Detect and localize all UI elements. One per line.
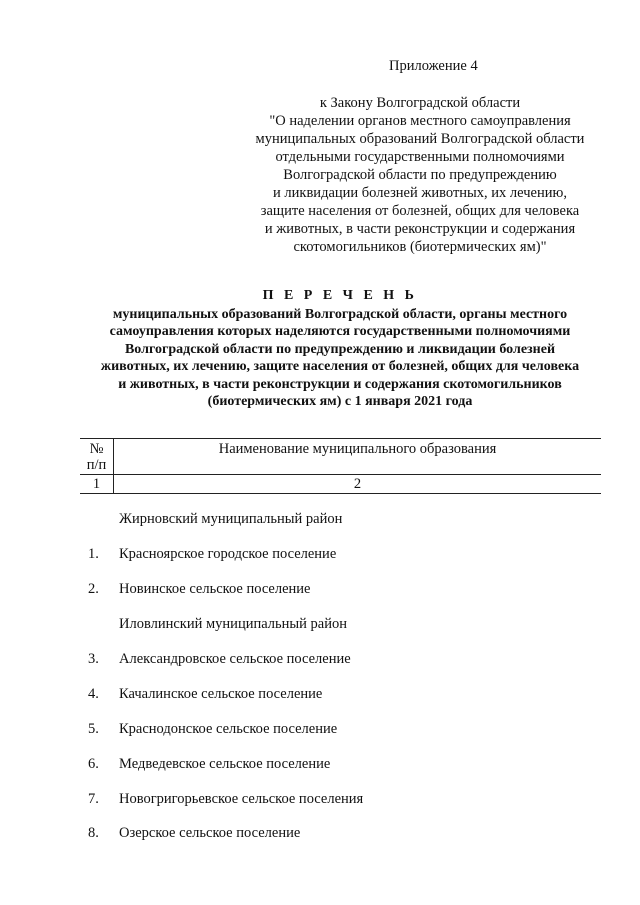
list-subtitle-line: муниципальных образований Волгоградской области, органы местного	[112, 306, 568, 322]
item-name: Новогригорьевское сельское поселения	[119, 791, 364, 807]
annex-line: "О наделении органов местного самоуправления	[269, 113, 571, 129]
item-number: 3.	[88, 651, 99, 667]
list-subtitle-line: животных, их лечению, защите населения от болезней, общих для человека	[100, 359, 580, 374]
col1-header-line: п/п	[86, 457, 107, 473]
item-number: 5.	[88, 721, 99, 737]
table-mid-border	[80, 474, 601, 475]
col2-index: 2	[353, 476, 362, 492]
item-number: 1.	[88, 546, 99, 562]
item-number: 4.	[88, 686, 99, 702]
annex-line: муниципальных образований Волгоградской области	[255, 131, 585, 147]
annex-title: Приложение 4	[389, 58, 478, 74]
item-name: Новинское сельское поселение	[119, 581, 311, 597]
list-subtitle-line: Волгоградской области по предупреждению и ликвидации болезней	[124, 341, 556, 357]
col1-header	[80, 441, 113, 473]
item-number: 7.	[88, 791, 99, 807]
item-name: Жирновский муниципальный район	[119, 511, 343, 527]
header-table	[80, 438, 601, 496]
item-name: Озерское сельское поселение	[119, 825, 301, 841]
item-name: Красноярское городское поселение	[119, 546, 337, 562]
item-name: Качалинское сельское поселение	[119, 686, 323, 702]
annex-line: и животных, в части реконструкции и содержания	[264, 221, 576, 237]
annex-line: и ликвидации болезней животных, их лечению,	[273, 185, 567, 201]
table-bottom-border	[80, 493, 601, 494]
col1-header-line: №	[89, 441, 104, 457]
item-number: 8.	[88, 825, 99, 841]
annex-line: отдельными государственными полномочиями	[275, 149, 565, 165]
list-subtitle-line: и животных, в части реконструкции и содержания скотомогильников	[118, 376, 562, 392]
item-name: Александровское сельское поселение	[119, 651, 351, 667]
item-name: Краснодонское сельское поселение	[119, 721, 338, 737]
item-number: 6.	[88, 756, 99, 772]
item-name: Медведевское сельское поселение	[119, 756, 331, 772]
list-subtitle-line: (биотермических ям) с 1 января 2021 года	[207, 394, 473, 409]
annex-line: Волгоградской области по предупреждению	[283, 167, 557, 183]
item-name: Иловлинский муниципальный район	[119, 616, 347, 632]
table-top-border	[80, 438, 601, 439]
annex-line: к Закону Волгоградской области	[319, 95, 521, 111]
annex-line: защите населения от болезней, общих для человека	[260, 203, 580, 219]
item-number: 2.	[88, 581, 99, 597]
annex-reference	[250, 94, 590, 256]
list-header	[60, 287, 620, 411]
col2-header: Наименование муниципального образования	[218, 441, 497, 457]
list-title: П Е Р Е Ч Е Н Ь	[262, 288, 418, 303]
col1-index: 1	[92, 476, 101, 492]
list-subtitle-line: самоуправления которых наделяются государственными полномочиями	[109, 324, 571, 339]
annex-line: скотомогильников (биотермических ям)"	[293, 239, 547, 255]
